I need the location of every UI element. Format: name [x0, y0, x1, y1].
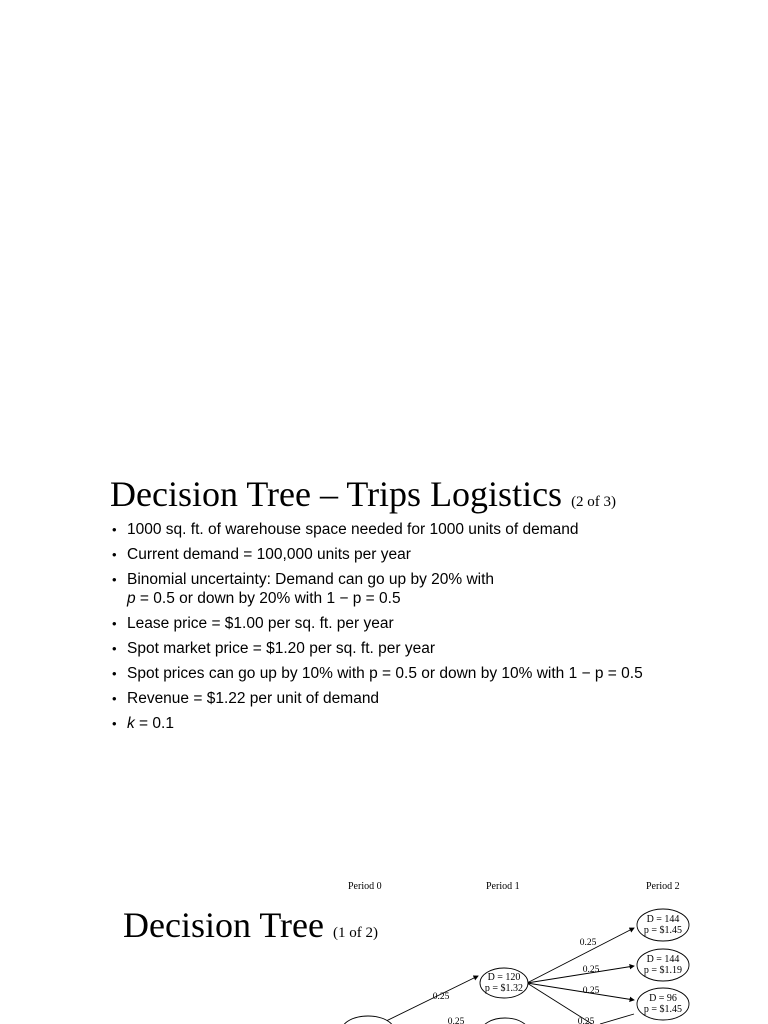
tree-node-period2	[637, 909, 689, 941]
tree-edge	[600, 1014, 634, 1024]
slide-title-text: Decision Tree – Trips Logistics	[110, 474, 563, 514]
bullet-text: Current demand = 100,000 units per year	[127, 546, 411, 563]
tree-edge	[527, 983, 634, 1000]
probability-label: 0.25	[582, 965, 600, 975]
node-demand: D = 144	[646, 914, 680, 925]
node-price: p = $1.32	[484, 983, 524, 994]
node-price: p = $1.45	[643, 1004, 683, 1015]
probability-label: 0.25	[447, 1017, 465, 1024]
node-demand: D = 144	[646, 954, 680, 965]
probability-label: 0.25	[577, 1017, 595, 1024]
tree-node-period2	[637, 988, 689, 1020]
bullet-text: = 0.5 or down by 20% with 1 − p = 0.5	[135, 590, 401, 607]
period-label-1: Period 1	[486, 881, 520, 892]
bullet-text-var: k	[127, 715, 135, 732]
bullet-text: Revenue = $1.22 per unit of demand	[127, 690, 380, 707]
node-demand: D = 96	[649, 993, 677, 1004]
probability-label: 0.25	[579, 938, 597, 948]
bullet-text-var: p	[127, 590, 136, 607]
slide2-title-subtitle: (1 of 2)	[333, 925, 378, 941]
tree-node-period2	[637, 949, 689, 981]
bullet-text: 1000 sq. ft. of warehouse space needed for 1000 units of demand	[127, 521, 579, 538]
bullet-text: Spot prices can go up by 10% with p = 0.5 or down by 10% with 1 − p = 0.5	[127, 665, 643, 682]
bullet-text: Binomial uncertainty: Demand can go up by 20% with	[127, 571, 495, 588]
bullet-text: Lease price = $1.00 per sq. ft. per year	[127, 615, 394, 632]
node-demand: D = 120	[487, 972, 521, 983]
period-label-0: Period 0	[348, 881, 382, 892]
node-price: p = $1.19	[643, 965, 683, 976]
bullet-text: Spot market price = $1.20 per sq. ft. per year	[127, 640, 436, 657]
period-label-2: Period 2	[646, 881, 680, 892]
probability-label: 0.25	[432, 992, 450, 1002]
tree-node-period1-lower	[481, 1018, 529, 1024]
bullet-text: = 0.1	[134, 715, 174, 732]
tree-node-period1	[480, 968, 528, 998]
node-price: p = $1.45	[643, 925, 683, 936]
probability-label: 0.25	[582, 986, 600, 996]
tree-node-period0	[342, 1016, 394, 1024]
slide-title-subtitle: (2 of 3)	[571, 494, 617, 510]
slide2-title-text: Decision Tree	[123, 905, 324, 945]
